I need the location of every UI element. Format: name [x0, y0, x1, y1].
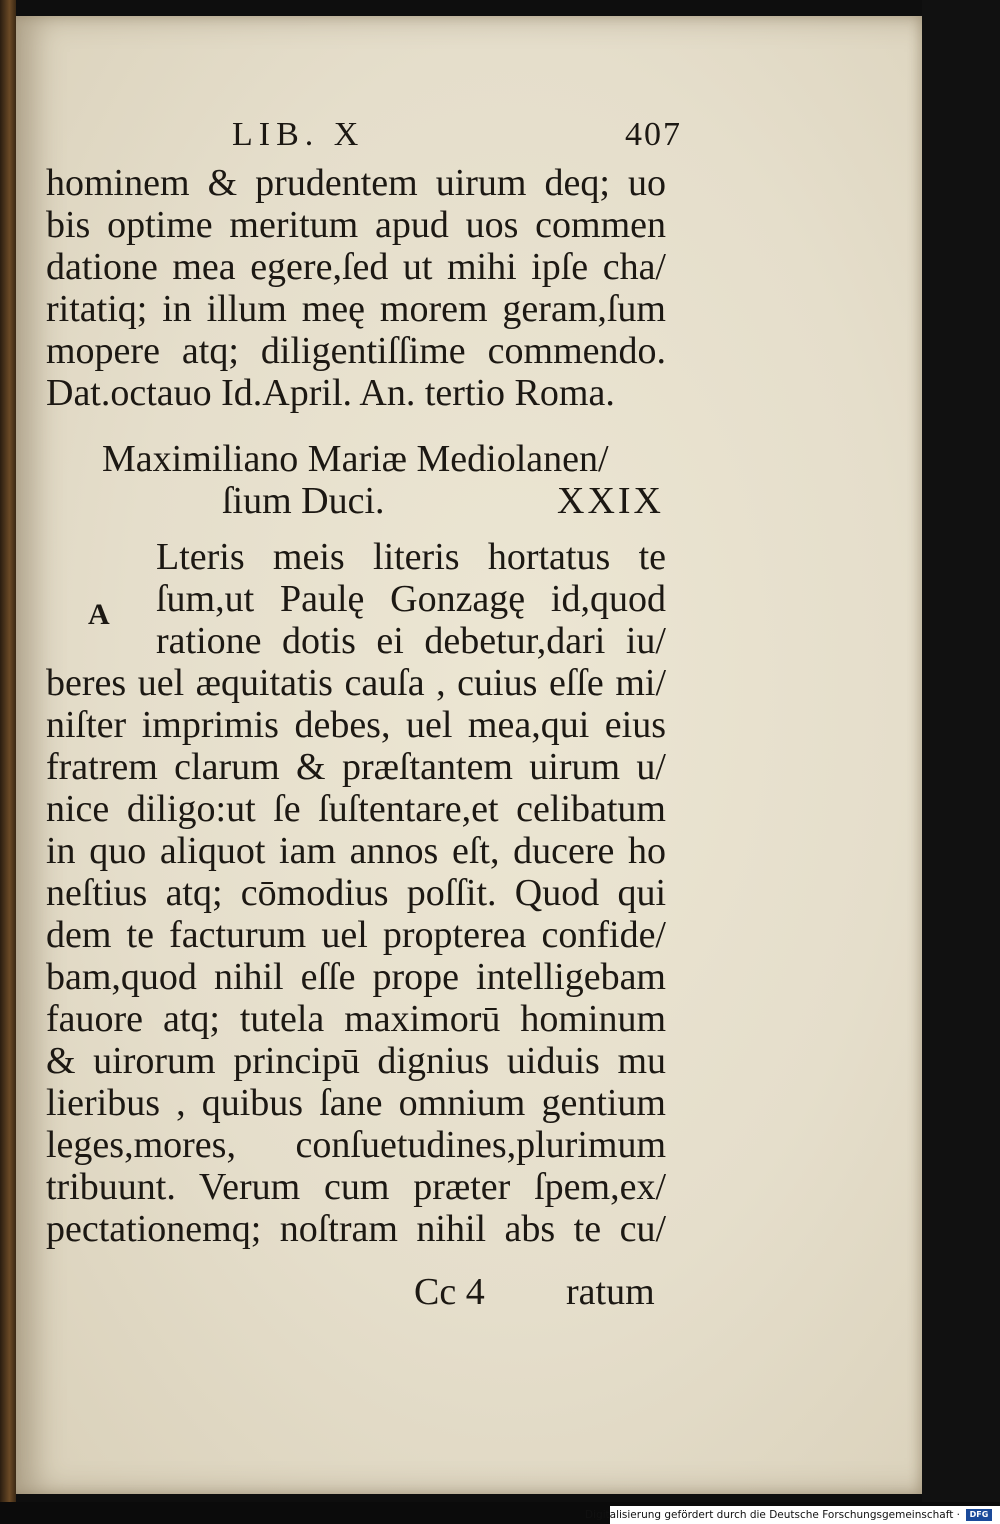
text-line: ratione dotis ei debetur,dari iu/	[156, 620, 666, 662]
letter-number: XXIX	[557, 480, 664, 522]
letter-heading-line1: Maximiliano Mariæ Mediolanen/	[102, 438, 609, 480]
page-number: 407	[625, 116, 682, 153]
text-line: bis optime meritum apud uos commen	[46, 204, 666, 246]
text-line: in quo aliquot iam annos eſt, ducere ho	[46, 830, 666, 872]
text-line: tribuunt. Verum cum præter ſpem,ex/	[46, 1166, 666, 1208]
text-line: dem te facturum uel propterea confide/	[46, 914, 666, 956]
drop-initial: A	[88, 598, 110, 631]
text-line: beres uel æquitatis cauſa , cuius eſſe mi/	[46, 662, 666, 704]
running-head-book: LIB. X	[232, 116, 365, 153]
text-line: Dat.octauo Id.April. An. tertio Roma.	[46, 372, 615, 414]
text-line: leges,mores, conſuetudines,plurimum	[46, 1124, 666, 1166]
text-line: neſtius atq; cōmodius poſſit. Quod qui	[46, 872, 666, 914]
text-line: mopere atq; diligentiſſime commendo.	[46, 330, 666, 372]
text-line: fratrem clarum & præſtantem uirum u/	[46, 746, 666, 788]
signature-mark: Cc 4	[414, 1271, 485, 1313]
letter-heading-recipient: ſium Duci.	[222, 480, 385, 522]
dfg-logo: DFG	[966, 1509, 992, 1521]
text-line: Lteris meis literis hortatus te	[156, 536, 666, 578]
text-line: hominem & prudentem uirum deq; uo	[46, 162, 666, 204]
scan-background-right	[922, 0, 1000, 1502]
text-line: ritatiq; in illum meę morem geram,ſum	[46, 288, 666, 330]
funding-notice: Digitalisierung gefördert durch die Deutsche Forschungsgemeinschaft ·	[584, 1509, 960, 1521]
text-line: bam,quod nihil eſſe prope intelligebam	[46, 956, 666, 998]
text-line: niſter imprimis debes, uel mea,qui eius	[46, 704, 666, 746]
book-binding-edge	[0, 0, 16, 1502]
letter-heading-line2	[222, 478, 664, 524]
funding-footer	[584, 1506, 1000, 1524]
text-line: datione mea egere,ſed ut mihi ipſe cha/	[46, 246, 666, 288]
text-line: nice diligo:ut ſe ſuſtentare,et celibatum	[46, 788, 666, 830]
text-line: lieribus , quibus ſane omnium gentium	[46, 1082, 666, 1124]
text-line: & uirorum principū dignius uiduis mu	[46, 1040, 666, 1082]
text-line: ſum,ut Paulę Gonzagę id,quod	[156, 578, 666, 620]
catchword: ratum	[566, 1271, 655, 1313]
book-page	[16, 16, 922, 1494]
running-head	[232, 116, 682, 160]
text-line: fauore atq; tutela maximorū hominum	[46, 998, 666, 1040]
text-line: pectationemq; noſtram nihil abs te cu/	[46, 1208, 666, 1250]
